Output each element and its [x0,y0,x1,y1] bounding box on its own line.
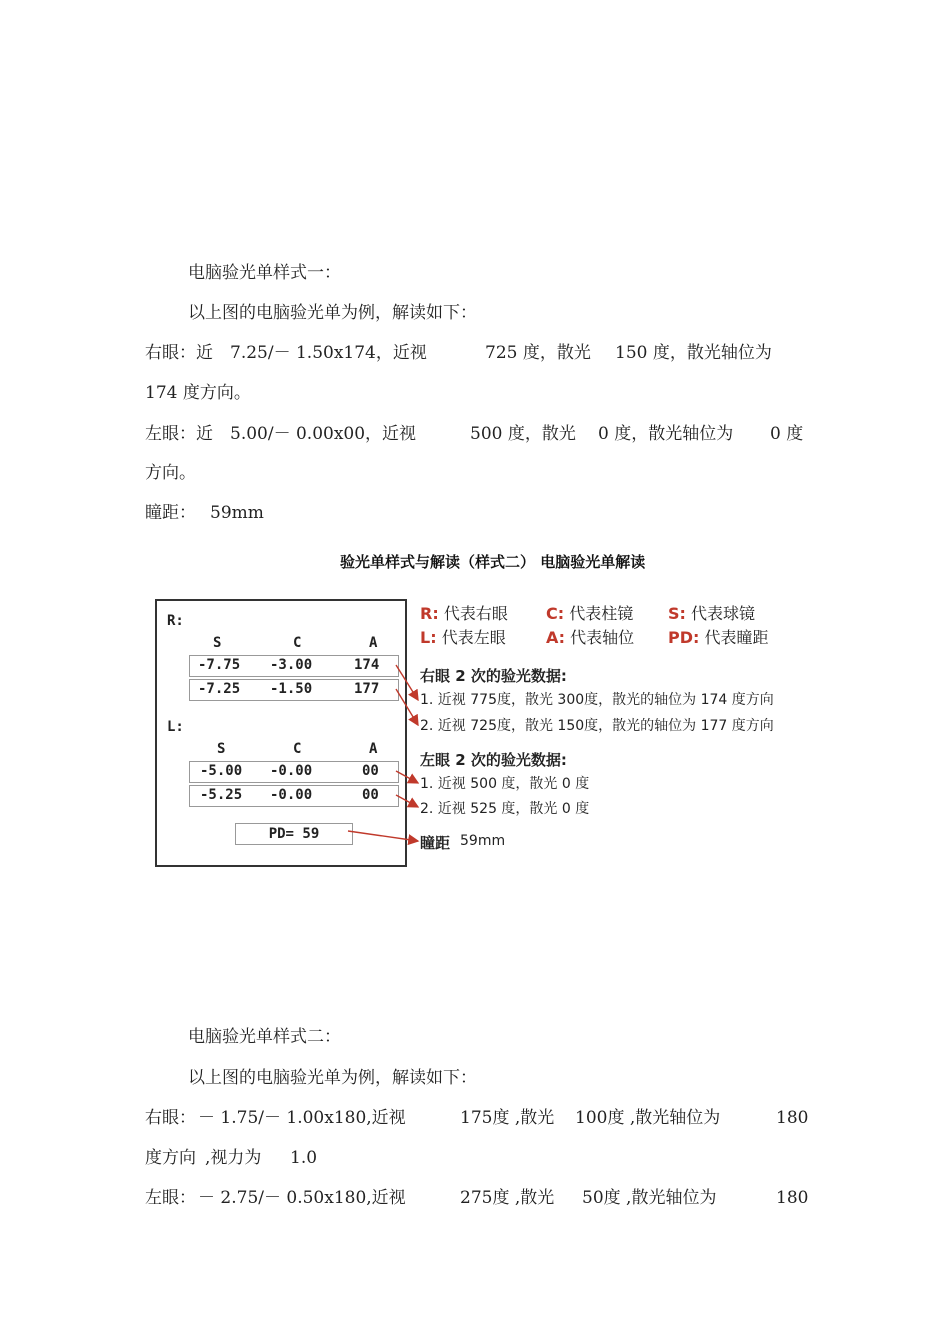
pd-label: 瞳距： [145,503,196,523]
r2-c: -1.50 [270,681,313,697]
section1-title: 电脑验光单样式一： [188,263,341,283]
pd-header: 瞳距 [420,834,451,852]
arrow-l2 [396,795,418,807]
section1-intro: 以上图的电脑验光单为例，解读如下： [188,303,477,323]
s2-left-eye-label: 左眼： [145,1188,196,1208]
r1-c: -3.00 [270,657,313,673]
section2-title: 电脑验光单样式二： [188,1027,341,1047]
l2-a: 00 [362,787,379,803]
l2-c: -0.00 [270,787,313,803]
figure-title: 验光单样式与解读（样式二） 电脑验光单解读 [340,553,646,571]
col-a: A [369,635,378,651]
r1-a: 174 [354,657,380,673]
col-a-2: A [369,741,378,757]
s2-right-eye-cont2: ,视力为 [205,1148,262,1168]
left-eye-header: 左眼 2 次的验光数据: [420,751,567,769]
right-eye-header: 右眼 2 次的验光数据: [420,667,567,685]
l1-s: -5.00 [200,763,243,779]
legend-c: C: 代表柱镜 [546,604,634,623]
pd-header-value: 59mm [460,833,506,849]
r2-a: 177 [354,681,380,697]
s2-right-eye-astigmatism: 100度 ,散光轴位为 [575,1108,721,1128]
s2-left-eye-astigmatism: 50度 ,散光轴位为 [582,1188,717,1208]
col-s-2: S [217,741,226,757]
left-eye-axis-cont: 方向。 [145,463,196,483]
s2-left-eye-values: － 2.75/－ 0.50x180,近视 [198,1188,406,1208]
right-eye-degree: 725 度，散光 [485,343,591,363]
left-eye-label: 左眼：近 [145,424,213,444]
s2-right-eye-axis: 180 [776,1108,809,1128]
s2-right-eye-degree: 175度 ,散光 [460,1108,555,1128]
left-eye-axis: 0 度 [770,424,804,444]
r1-s: -7.75 [198,657,241,673]
left-eye-item-2: 2. 近视 525 度，散光 0 度 [420,801,590,817]
col-s: S [213,635,222,651]
prescription-figure [150,545,820,875]
right-eye-values: 7.25/－ 1.50x174，近视 [230,343,427,363]
l1-c: -0.00 [270,763,313,779]
legend-l: L: 代表左眼 [420,628,506,647]
pd-value: 59mm [210,503,264,523]
l-label: L: [167,719,184,735]
l2-s: -5.25 [200,787,243,803]
pd-box: PD= 59 [235,823,353,845]
arrow-pd [348,831,418,841]
left-eye-values: 5.00/－ 0.00x00，近视 [230,424,417,444]
right-eye-label: 右眼：近 [145,343,213,363]
s2-right-eye-vision: 1.0 [290,1148,318,1168]
annotation-arrows [150,545,820,875]
right-eye-astigmatism: 150 度，散光轴位为 [615,343,772,363]
s2-left-eye-degree: 275度 ,散光 [460,1188,555,1208]
left-eye-item-1: 1. 近视 500 度，散光 0 度 [420,776,590,792]
legend-r: R: 代表右眼 [420,604,508,623]
r2-s: -7.25 [198,681,241,697]
s2-right-eye-label: 右眼： [145,1108,196,1128]
l1-a: 00 [362,763,379,779]
left-eye-degree: 500 度，散光 [470,424,576,444]
arrow-l1 [396,771,418,783]
s2-left-eye-axis: 180 [776,1188,809,1208]
s2-right-eye-values: － 1.75/－ 1.00x180,近视 [198,1108,406,1128]
legend-s: S: 代表球镜 [668,604,756,623]
col-c-2: C [293,741,302,757]
legend-a: A: 代表轴位 [546,628,635,647]
left-eye-astigmatism: 0 度，散光轴位为 [598,424,734,444]
right-eye-item-2: 2. 近视 725度，散光 150度，散光的轴位为 177 度方向 [420,718,774,734]
right-eye-item-1: 1. 近视 775度，散光 300度，散光的轴位为 174 度方向 [420,692,774,708]
r-label: R: [167,613,184,629]
section2-intro: 以上图的电脑验光单为例，解读如下： [188,1068,477,1088]
right-eye-axis: 174 度方向。 [145,383,251,403]
s2-right-eye-cont1: 度方向 [145,1148,196,1168]
legend-pd: PD: 代表瞳距 [668,628,769,647]
col-c: C [293,635,302,651]
